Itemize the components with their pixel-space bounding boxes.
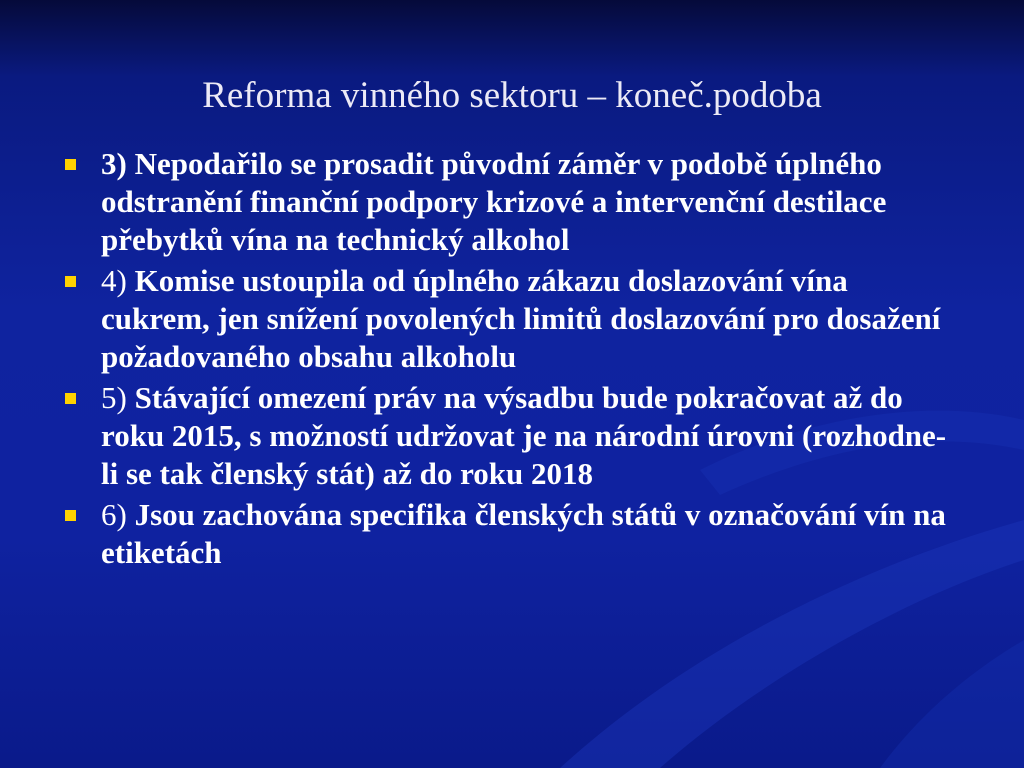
bullet-item-6 (60, 496, 960, 572)
square-bullet-icon (65, 510, 76, 521)
bullet-list (60, 145, 960, 575)
item-number: 5) (101, 380, 127, 415)
item-text: Stávající omezení práv na výsadbu bude pokračovat až do roku 2015, s možností udržovat je na národní úrovni (rozhodne-li se tak členský stát) až do roku 2018 (101, 380, 947, 491)
item-number: 6) (101, 497, 127, 532)
item-text: Nepodařilo se prosadit původní záměr v podobě úplného odstranění finanční podpory krizové a intervenční destilace přebytků vína na technický alkohol (101, 146, 887, 257)
bullet-item-5 (60, 379, 960, 493)
slide-title: Reforma vinného sektoru – koneč.podoba (202, 75, 822, 116)
bullet-item-3 (60, 145, 960, 259)
square-bullet-icon (65, 393, 76, 404)
item-number: 4) (101, 263, 127, 298)
item-number: 3) (101, 146, 127, 181)
square-bullet-icon (65, 276, 76, 287)
item-text: Jsou zachována specifika členských států v označování vín na etiketách (101, 497, 946, 570)
item-text: Komise ustoupila od úplného zákazu doslazování vína cukrem, jen snížení povolených limitů doslazování pro dosažení požadovaného obsahu alkoholu (101, 263, 941, 374)
square-bullet-icon (65, 159, 76, 170)
bullet-item-4 (60, 262, 960, 376)
